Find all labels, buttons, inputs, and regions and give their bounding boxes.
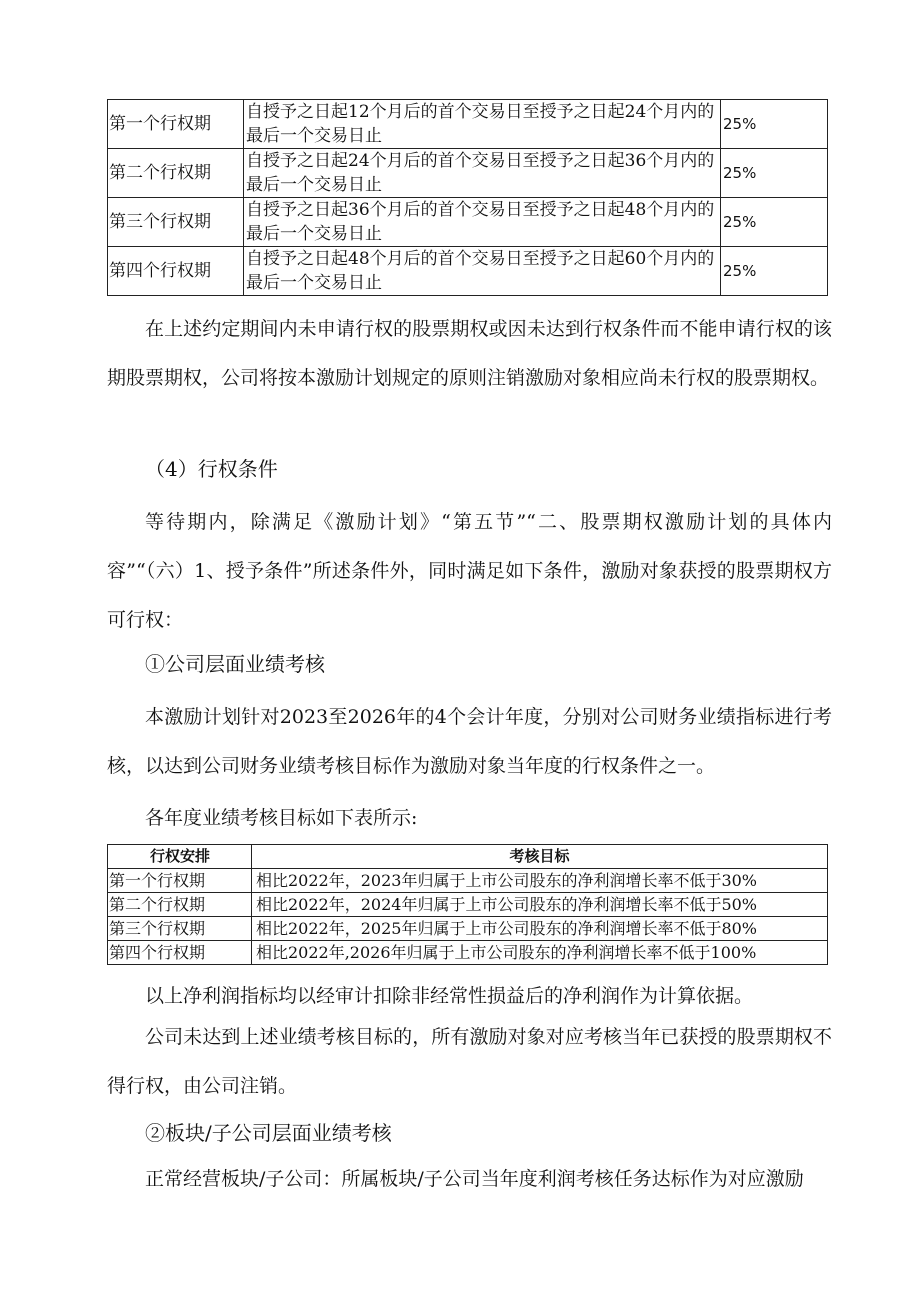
period-cell: 第三个行权期 [108, 917, 252, 941]
table-header-row [108, 845, 828, 869]
period-cell: 第四个行权期 [108, 247, 244, 296]
paragraph-unexercised-options: 在上述约定期间内未申请行权的股票期权或因未达到行权条件而不能申请行权的该期股票期权，公司将按本激励计划规定的原则注销激励对象相应尚未行权的股票期权。 [107, 318, 832, 389]
period-cell: 第一个行权期 [108, 100, 244, 149]
description-cell: 自授予之日起12个月后的首个交易日至授予之日起24个月内的最后一个交易日止 [244, 100, 721, 149]
paragraph-company-assessment: 本激励计划针对2023至2026年的4个会计年度，分别对公司财务业绩指标进行考核，以达到公司财务业绩考核目标作为激励对象当年度的行权条件之一。 [107, 706, 832, 777]
heading-segment-performance: ②板块/子公司层面业绩考核 [145, 1121, 392, 1145]
period-cell: 第四个行权期 [108, 941, 252, 965]
heading-exercise-conditions: （4）行权条件 [145, 457, 278, 481]
paragraph-targets-not-met: 公司未达到上述业绩考核目标的，所有激励对象对应考核当年已获授的股票期权不得行权，由公司注销。 [107, 1026, 832, 1097]
ratio-cell: 25% [721, 100, 828, 149]
period-cell: 第三个行权期 [108, 198, 244, 247]
heading-company-performance: ①公司层面业绩考核 [145, 652, 325, 676]
target-cell: 相比2022年，2023年归属于上市公司股东的净利润增长率不低于30% [252, 869, 828, 893]
target-cell: 相比2022年，2025年归属于上市公司股东的净利润增长率不低于80% [252, 917, 828, 941]
column-header: 行权安排 [108, 845, 252, 869]
table-row [108, 149, 828, 198]
column-header: 考核目标 [252, 845, 828, 869]
period-cell: 第一个行权期 [108, 869, 252, 893]
ratio-cell: 25% [721, 198, 828, 247]
description-cell: 自授予之日起36个月后的首个交易日至授予之日起48个月内的最后一个交易日止 [244, 198, 721, 247]
ratio-cell: 25% [721, 247, 828, 296]
description-cell: 自授予之日起24个月后的首个交易日至授予之日起36个月内的最后一个交易日止 [244, 149, 721, 198]
table-row [108, 917, 828, 941]
target-cell: 相比2022年,2026年归属于上市公司股东的净利润增长率不低于100% [252, 941, 828, 965]
exercise-period-table [107, 99, 828, 296]
paragraph-waiting-period: 等待期内，除满足《激励计划》“第五节”“二、股票期权激励计划的具体内容”“（六）1、授予条件”所述条件外，同时满足如下条件，激励对象获授的股票期权方可行权： [107, 511, 832, 631]
paragraph-table-intro: 各年度业绩考核目标如下表所示: [145, 807, 418, 829]
table-row [108, 869, 828, 893]
paragraph-segment-assessment: 正常经营板块/子公司：所属板块/子公司当年度利润考核任务达标作为对应激励 [145, 1168, 804, 1190]
ratio-cell: 25% [721, 149, 828, 198]
paragraph-net-profit-basis: 以上净利润指标均以经审计扣除非经常性损益后的净利润作为计算依据。 [145, 985, 754, 1007]
period-cell: 第二个行权期 [108, 149, 244, 198]
table-row [108, 247, 828, 296]
target-cell: 相比2022年，2024年归属于上市公司股东的净利润增长率不低于50% [252, 893, 828, 917]
table-row [108, 941, 828, 965]
table-row [108, 893, 828, 917]
performance-target-table [107, 844, 828, 965]
table-row [108, 100, 828, 149]
table-row [108, 198, 828, 247]
period-cell: 第二个行权期 [108, 893, 252, 917]
description-cell: 自授予之日起48个月后的首个交易日至授予之日起60个月内的最后一个交易日止 [244, 247, 721, 296]
